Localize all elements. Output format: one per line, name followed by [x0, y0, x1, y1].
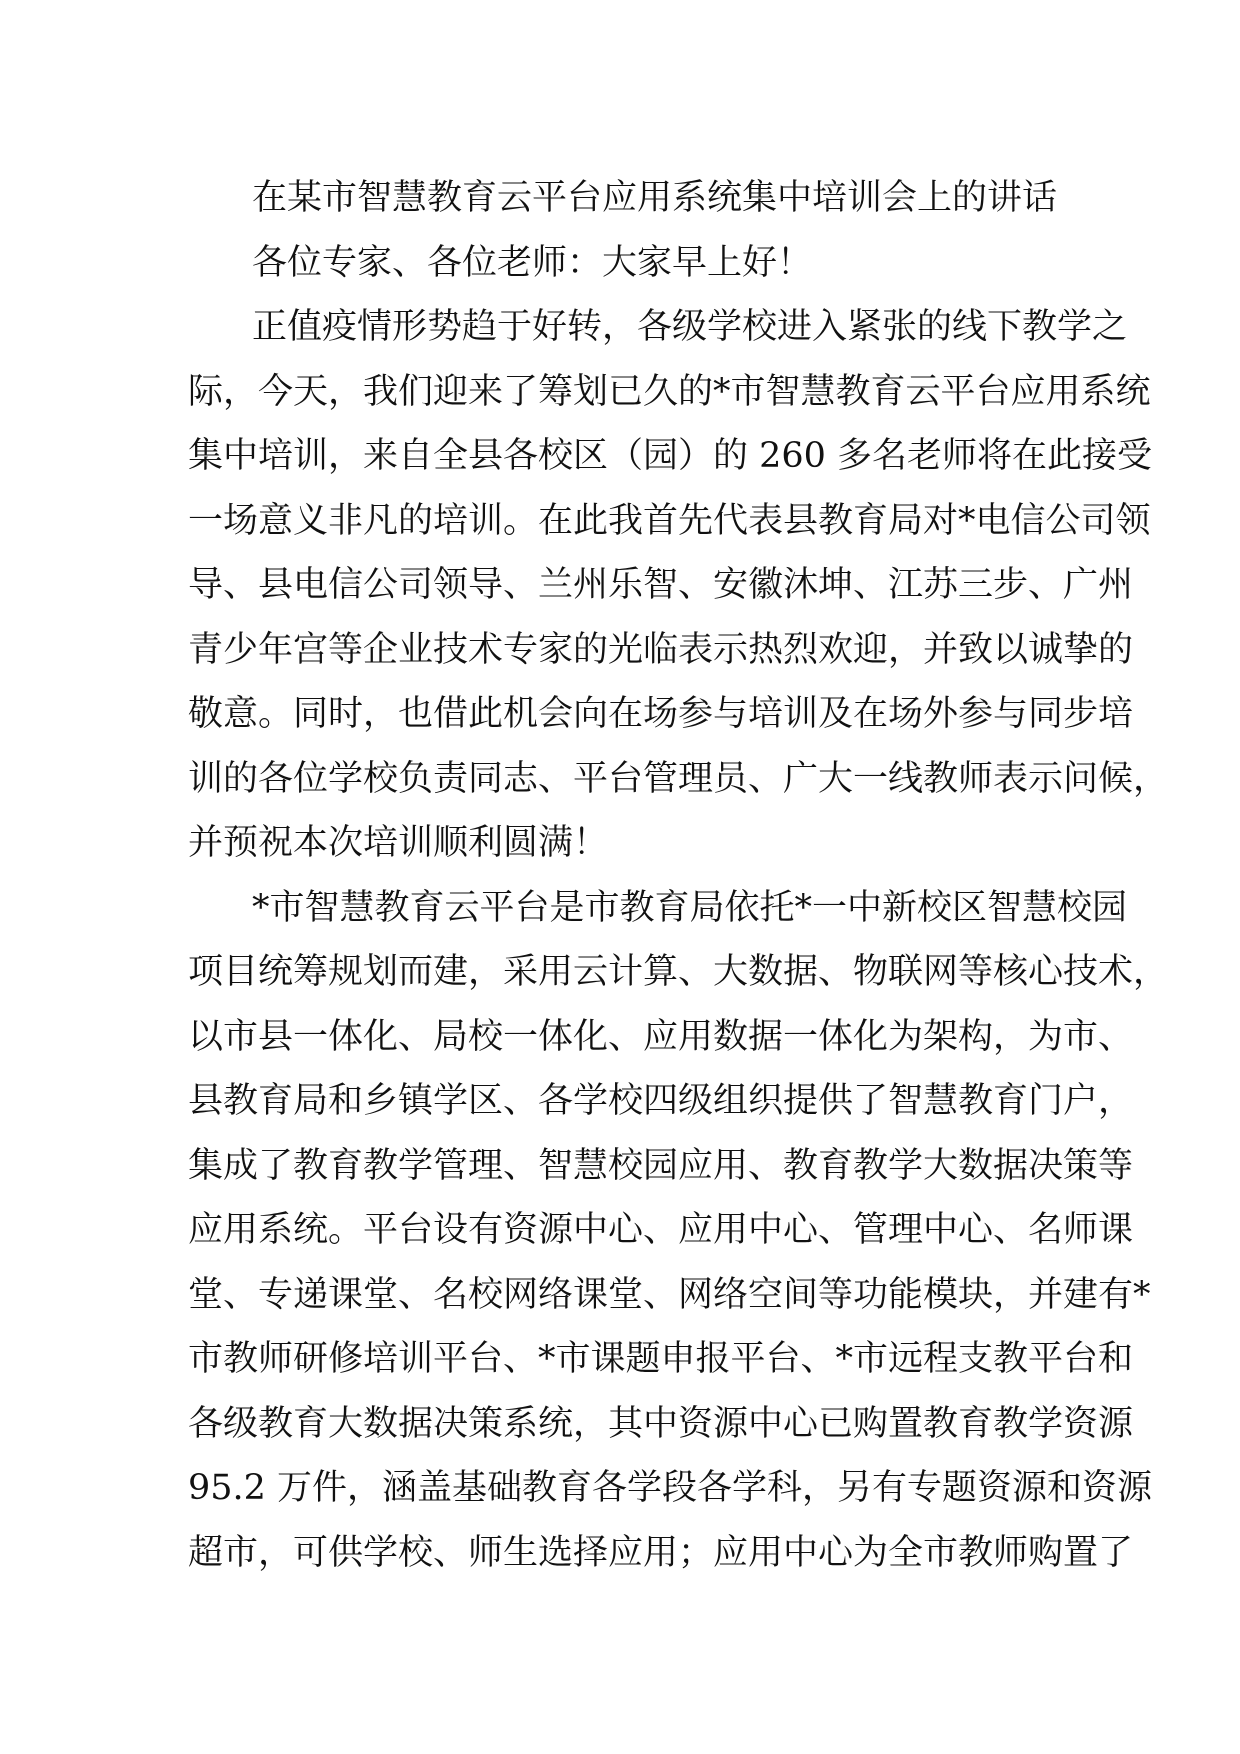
- greeting-line: 各位专家、各位老师：大家早上好！: [252, 242, 813, 283]
- paragraph-line: 际，今天，我们迎来了筹划已久的*市智慧教育云平台应用系统: [188, 371, 1151, 412]
- paragraph-line: 项目统筹规划而建，采用云计算、大数据、物联网等核心技术，: [188, 952, 1169, 992]
- paragraph-2: [188, 876, 1169, 1586]
- paragraph-line: 一场意义非凡的培训。在此我首先代表县教育局对*电信公司领: [188, 500, 1151, 541]
- paragraph-line: *市智慧教育云平台是市教育局依托*一中新校区智慧校园: [252, 887, 1128, 928]
- paragraph-line: 并预祝本次培训顺利圆满！: [188, 823, 609, 863]
- paragraph-line: 青少年宫等企业技术专家的光临表示热烈欢迎，并致以诚挚的: [188, 629, 1134, 670]
- paragraph-line: 正值疫情形势趋于好转，各级学校进入紧张的线下教学之: [252, 307, 1128, 347]
- paragraph-line: 以市县一体化、局校一体化、应用数据一体化为架构，为市、: [188, 1016, 1134, 1057]
- paragraph-line: 敬意。同时，也借此机会向在场参与培训及在场外参与同步培: [188, 694, 1134, 734]
- paragraph-line: 各级教育大数据决策系统，其中资源中心已购置教育教学资源: [188, 1403, 1134, 1444]
- document-body: [188, 166, 1169, 1585]
- paragraph-line: 县教育局和乡镇学区、各学校四级组织提供了智慧教育门户，: [188, 1081, 1134, 1121]
- paragraph-line: 堂、专递课堂、名校网络课堂、网络空间等功能模块，并建有*: [188, 1274, 1151, 1315]
- paragraph-line: 超市，可供学校、师生选择应用；应用中心为全市教师购置了: [188, 1532, 1134, 1573]
- paragraph-line: 应用系统。平台设有资源中心、应用中心、管理中心、名师课: [188, 1210, 1134, 1250]
- paragraph-line: 训的各位学校负责同志、平台管理员、广大一线教师表示问候，: [188, 758, 1169, 799]
- paragraph-1: [188, 295, 1169, 876]
- paragraph-line: 导、县电信公司领导、兰州乐智、安徽沐坤、江苏三步、广州: [188, 565, 1134, 605]
- paragraph-line: 95.2 万件，涵盖基础教育各学段各学科，另有专题资源和资源: [188, 1468, 1153, 1508]
- paragraph-line: 集成了教育教学管理、智慧校园应用、教育教学大数据决策等: [188, 1145, 1134, 1186]
- paragraph-line: 集中培训，来自全县各校区（园）的 260 多名老师将在此接受: [188, 436, 1153, 476]
- document-title: 在某市智慧教育云平台应用系统集中培训会上的讲话: [252, 178, 1058, 218]
- paragraph-line: 市教师研修培训平台、*市课题申报平台、*市远程支教平台和: [188, 1339, 1134, 1379]
